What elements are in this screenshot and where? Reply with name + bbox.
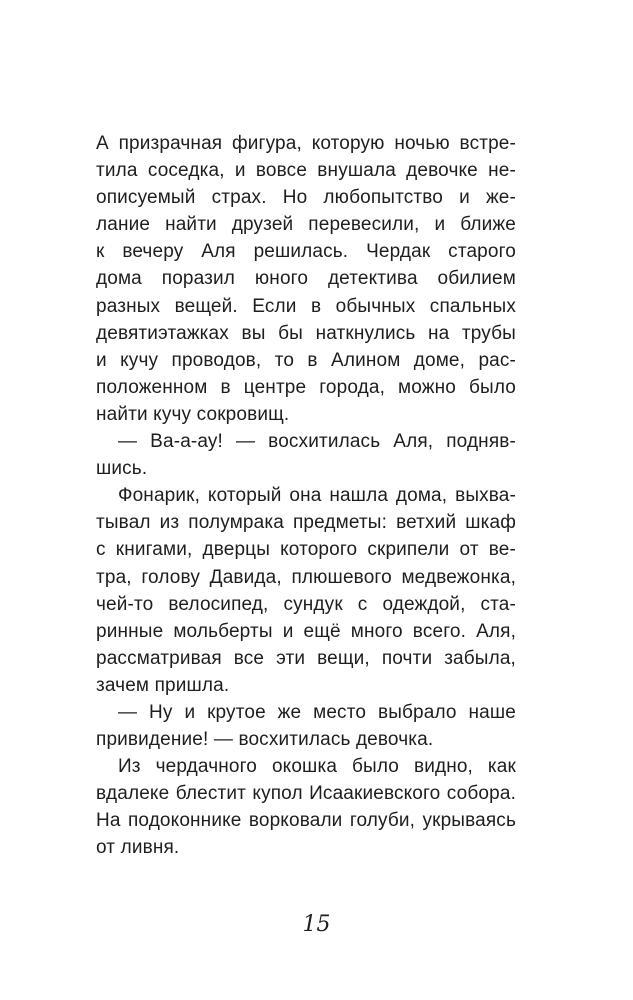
text-line: тра, голову Давида, плюшевого медвежонка,: [96, 566, 516, 588]
paragraph: [96, 699, 516, 753]
page-number: 15: [302, 912, 331, 937]
text-line: — Ну и крутое же место выбрало наше: [118, 701, 516, 723]
text-line: шись.: [96, 458, 148, 480]
text-line: А призрачная фигура, которую ночью встре-: [96, 133, 516, 154]
text-line: найти кучу сокровищ.: [96, 403, 290, 425]
text-line: к вечеру Аля решилась. Чердак старого: [96, 241, 516, 263]
text-line: Из чердачного окошка было видно, как: [118, 756, 516, 778]
text-line: рассматривая все эти вещи, почти забыла,: [96, 647, 516, 669]
text-line: от ливня.: [96, 837, 180, 859]
text-line: тывал из полумрака предметы: ветхий шкаф: [96, 512, 516, 534]
paragraph: [96, 428, 516, 482]
text-line: ринные мольберты и ещё много всего. Аля,: [96, 620, 516, 642]
text-line: — Ва-а-ау! — восхитилась Аля, подняв-: [118, 431, 516, 453]
text-line: положенном в центре города, можно было: [96, 376, 516, 398]
text-line: дома поразил юного детектива обилием: [96, 268, 516, 290]
text-line: На подоконнике ворковали голуби, укрываясь: [96, 810, 516, 832]
text-line: лание найти друзей перевесили, и ближе: [96, 214, 516, 236]
paragraph: [96, 753, 516, 861]
text-line: привидение! — восхитилась девочка.: [96, 729, 434, 751]
text-line: описуемый страх. Но любопытство и же-: [96, 187, 516, 209]
text-line: чей-то велосипед, сундук с одеждой, ста-: [96, 593, 516, 615]
text-line: и кучу проводов, то в Алином доме, рас-: [96, 349, 516, 371]
text-line: тила соседка, и вовсе внушала девочке не-: [96, 160, 516, 182]
text-line: разных вещей. Если в обычных спальных: [96, 295, 516, 317]
paragraph: [96, 130, 516, 428]
text-line: зачем пришла.: [96, 674, 230, 696]
text-line: с книгами, дверцы которого скрипели от ве-: [96, 539, 516, 561]
paragraph: [96, 482, 516, 699]
text-line: вдалеке блестит купол Исаакиевского собора.: [96, 783, 516, 805]
text-line: Фонарик, который она нашла дома, выхва-: [118, 485, 516, 507]
body-text: [96, 130, 516, 862]
text-line: девятиэтажках вы бы наткнулись на трубы: [96, 322, 516, 344]
